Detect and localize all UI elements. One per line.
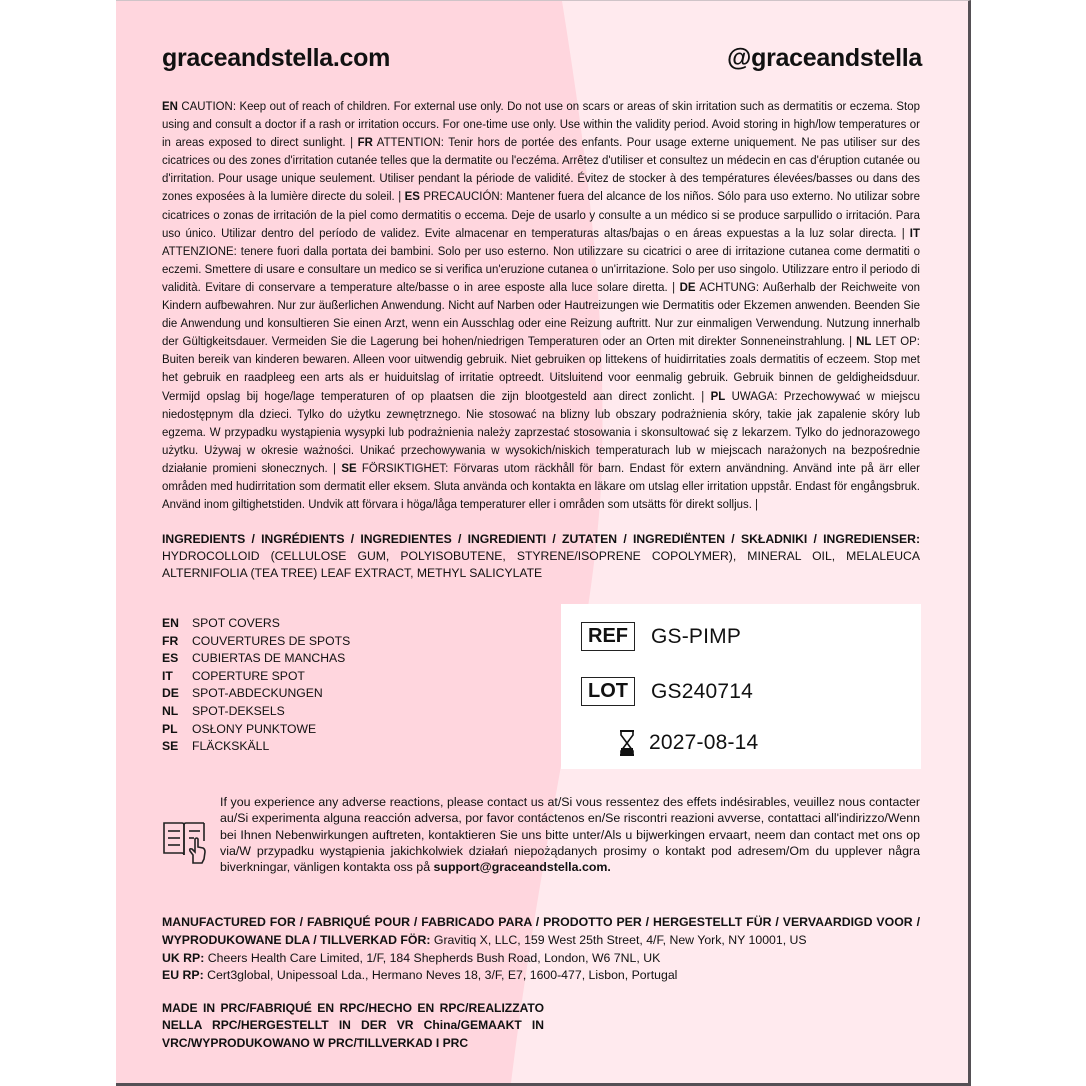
ref-row bbox=[581, 622, 741, 651]
safety-warnings bbox=[162, 97, 920, 513]
uk-responsible-person: UK RP: Cheers Health Care Limited, 1/F, 184 Shepherds Bush Road, London, W6 7NL, UK bbox=[162, 950, 661, 965]
social-handle: @graceandstella bbox=[727, 44, 922, 72]
manufacturer-section bbox=[162, 914, 920, 985]
warning-nl: NL LET OP: Buiten bereik van kinderen bewaren. Alleen voor uitwendig gebruik. Niet gebruiken op littekens of huidirritaties zoals dermatitis of eczeem. Stop met het gebruik en raadpleeg een arts als er huiduitslag of irritatie optreedt. Uitsluitend voor eenmalig gebruik. Gebruik binnen de geldigheidsduur. Vermijd opslag bij hoge/lage temperaturen of op plaatsen die zijn blootgesteld aan direct zonlicht. | bbox=[162, 334, 920, 403]
product-name-es: ES CUBIERTAS DE MANCHAS bbox=[162, 651, 346, 666]
adverse-reaction-contact bbox=[220, 794, 920, 875]
warning-de: DE ACHTUNG: Außerhalb der Reichweite von Kindern aufbewahren. Nur zur äußerlichen Anwendung. Nicht auf Narben oder Hautreizungen wie Dermatitis oder Ekzemen anwenden. Beenden Sie die Anwendung und konsultieren Sie einen Arzt, wenn ein Ausschlag oder eine Reizung auftritt. Nur zur einmaligen Verwendung. Nutzung innerhalb der Gültigkeitsdauer. Vermeiden Sie die Lagerung bei hohen/niedrigen Temperaturen oder an Orten mit direkter Sonneneinstrahlung. | bbox=[162, 279, 920, 349]
country-of-origin: MADE IN PRC/FABRIQUÉ EN RPC/HECHO EN RPC/REALIZZATO NELLA RPC/HERGESTELLT IN DER VR China/GEMAAKT IN VRC/WYPRODUKOWANO W PRC/TILLVERKAD I PRC bbox=[162, 1001, 544, 1050]
expiry-row bbox=[581, 729, 758, 757]
hourglass-icon bbox=[617, 729, 637, 757]
product-name-nl: NL SPOT-DEKSELS bbox=[162, 703, 285, 718]
website-url: graceandstella.com bbox=[162, 44, 391, 72]
lot-symbol: LOT bbox=[581, 677, 635, 706]
product-label-page bbox=[116, 0, 971, 1086]
support-email: support@graceandstella.com. bbox=[433, 860, 611, 875]
product-name-de: DE SPOT-ABDECKUNGEN bbox=[162, 686, 323, 701]
manufacturer-address: WYPRODUKOWANE DLA / TILLVERKAD FÖR: Gravitiq X, LLC, 159 West 25th Street, 4/F, New York, NY 10001, US bbox=[162, 932, 807, 947]
warning-es: ES PRECAUCIÓN: Mantener fuera del alcance de los niños. Sólo para uso externo. No utilizar sobre cicatrices o zonas de irritación de la piel como dermatitis o eccema. Deje de usarlo y consulte a un médico si se produce sarpullido o irritación. Para uso único. Utilizar dentro del período de validez. Evite almacenar en temperaturas altas/bajas o en áreas expuestas a la luz solar directa. | bbox=[162, 189, 920, 240]
product-name-it: IT COPERTURE SPOT bbox=[162, 668, 305, 683]
warning-se: SE FÖRSIKTIGHET: Förvaras utom räckhåll för barn. Endast för extern användning. Använd inte på ärr eller områden med hudirritation som dermatit eller eksem. Sluta använda och kontakta en läkare om utslag eller irritation uppstår. Endast för engångsbruk. Använd inom giltighetstiden. Undvik att förvara i höga/låga temperaturer eller i områden som utsätts för direkt solljus. | bbox=[162, 460, 920, 512]
warning-it: IT ATTENZIONE: tenere fuori dalla portata dei bambini. Solo per uso esterno. Non utilizzare su cicatrici o aree di irritazione cutanea come dermatiti o eczemi. Smettere di usare e consultare un medico se si verifica un'eruzione cutanea o un'irritazione. Solo per uso singolo. Utilizzare entro il periodo di validità. Evitare di conservare a temperature alte/basse o in aree esposte alla luce solare diretta. | bbox=[162, 225, 920, 294]
warning-pl: PL UWAGA: Przechowywać w miejscu niedostępnym dla dzieci. Tylko do użytku zewnętrznego. Nie stosować na blizny lub obszary podrażnienia skóry, takie jak zapalenie skóry lub egzema. W przypadku wystąpienia wysypki lub podrażnienia należy zaprzestać stosowania i skonsultować się z lekarzem. Tylko do jednorazowego użytku. Używaj w okresie ważności. Unikać przechowywania w wysokich/niskich temperaturach lub w miejscach narażonych na bezpośrednie działanie promieni słonecznych. | bbox=[162, 388, 920, 475]
product-names-list bbox=[162, 615, 350, 756]
ingredients-list: HYDROCOLLOID (CELLULOSE GUM, POLYISOBUTENE, STYRENE/ISOPRENE COPOLYMER), MINERAL OIL, MELALEUCA ALTERNIFOLIA (TEA TREE) LEAF EXTRACT, METHYL SALICYLATE bbox=[162, 549, 920, 580]
product-name-se: SE FLÄCKSKÄLL bbox=[162, 739, 270, 754]
ref-value: GS-PIMP bbox=[651, 624, 742, 648]
ref-symbol: REF bbox=[581, 622, 635, 651]
contact-text: If you experience any adverse reactions, please contact us at/Si vous ressentez des effets indésirables, veuillez nous contacter au/Si experimenta alguna reacción adversa, por favor contáctenos en/Se riscontri reazioni avverse, contattaci all'indirizzo/Wenn bei Ihnen Nebenwirkungen auftreten, kontaktieren Sie uns bitte unter/Als u bijwerkingen ervaart, neem dan contact met ons op via/W przypadku wystąpienia jakichkolwiek działań niepożądanych prosimy o kontakt pod adresem/Om du upplever några biverkningar, vänligen kontakta oss på bbox=[220, 795, 920, 875]
eu-responsible-person: EU RP: Cert3global, Unipessoal Lda., Hermano Neves 18, 3/F, E7, 1600-477, Lisbon, Portugal bbox=[162, 968, 678, 983]
product-name-fr: FR COUVERTURES DE SPOTS bbox=[162, 633, 351, 648]
book-manual-icon bbox=[162, 819, 206, 865]
warning-en: EN CAUTION: Keep out of reach of children. For external use only. Do not use on scars or areas of skin irritation such as dermatitis or eczema. Stop using and consult a doctor if a rash or irritation occurs. For one-time use only. Use within the validity period. Avoid storing in high/low temperatures or in areas exposed to direct sunlight. | bbox=[162, 99, 920, 150]
manufacturer-heading: MANUFACTURED FOR / FABRIQUÉ POUR / FABRICADO PARA / PRODOTTO PER / HERGESTELLT FÜR / VERVAARDIGD VOOR / bbox=[162, 915, 920, 929]
product-name-en: EN SPOT COVERS bbox=[162, 616, 280, 630]
lot-value: GS240714 bbox=[651, 679, 754, 703]
ingredients-heading: INGREDIENTS / INGRÉDIENTS / INGREDIENTES / INGREDIENTI / ZUTATEN / INGREDIËNTEN / SKŁADNIKI / INGREDIENSER: bbox=[162, 532, 920, 546]
lot-row bbox=[581, 677, 753, 706]
expiry-date: 2027-08-14 bbox=[649, 731, 759, 754]
ingredients-section bbox=[162, 531, 920, 582]
product-name-pl: PL OSŁONY PUNKTOWE bbox=[162, 721, 317, 736]
product-info-panel bbox=[561, 604, 921, 769]
warning-fr: FR ATTENTION: Tenir hors de portée des enfants. Pour usage externe uniquement. Ne pas utiliser sur des cicatrices ou des zones d'irritation cutanée telles que la dermatite ou l'eczéma. Arrêtez d'utiliser et consultez un médecin en cas d'éruption cutanée ou d'irritation. Pour usage unique seulement. Utiliser pendant la période de validité. Évitez de stocker à des températures élevées/basses ou dans des zones exposées à la lumière directe du soleil. | bbox=[162, 135, 920, 204]
